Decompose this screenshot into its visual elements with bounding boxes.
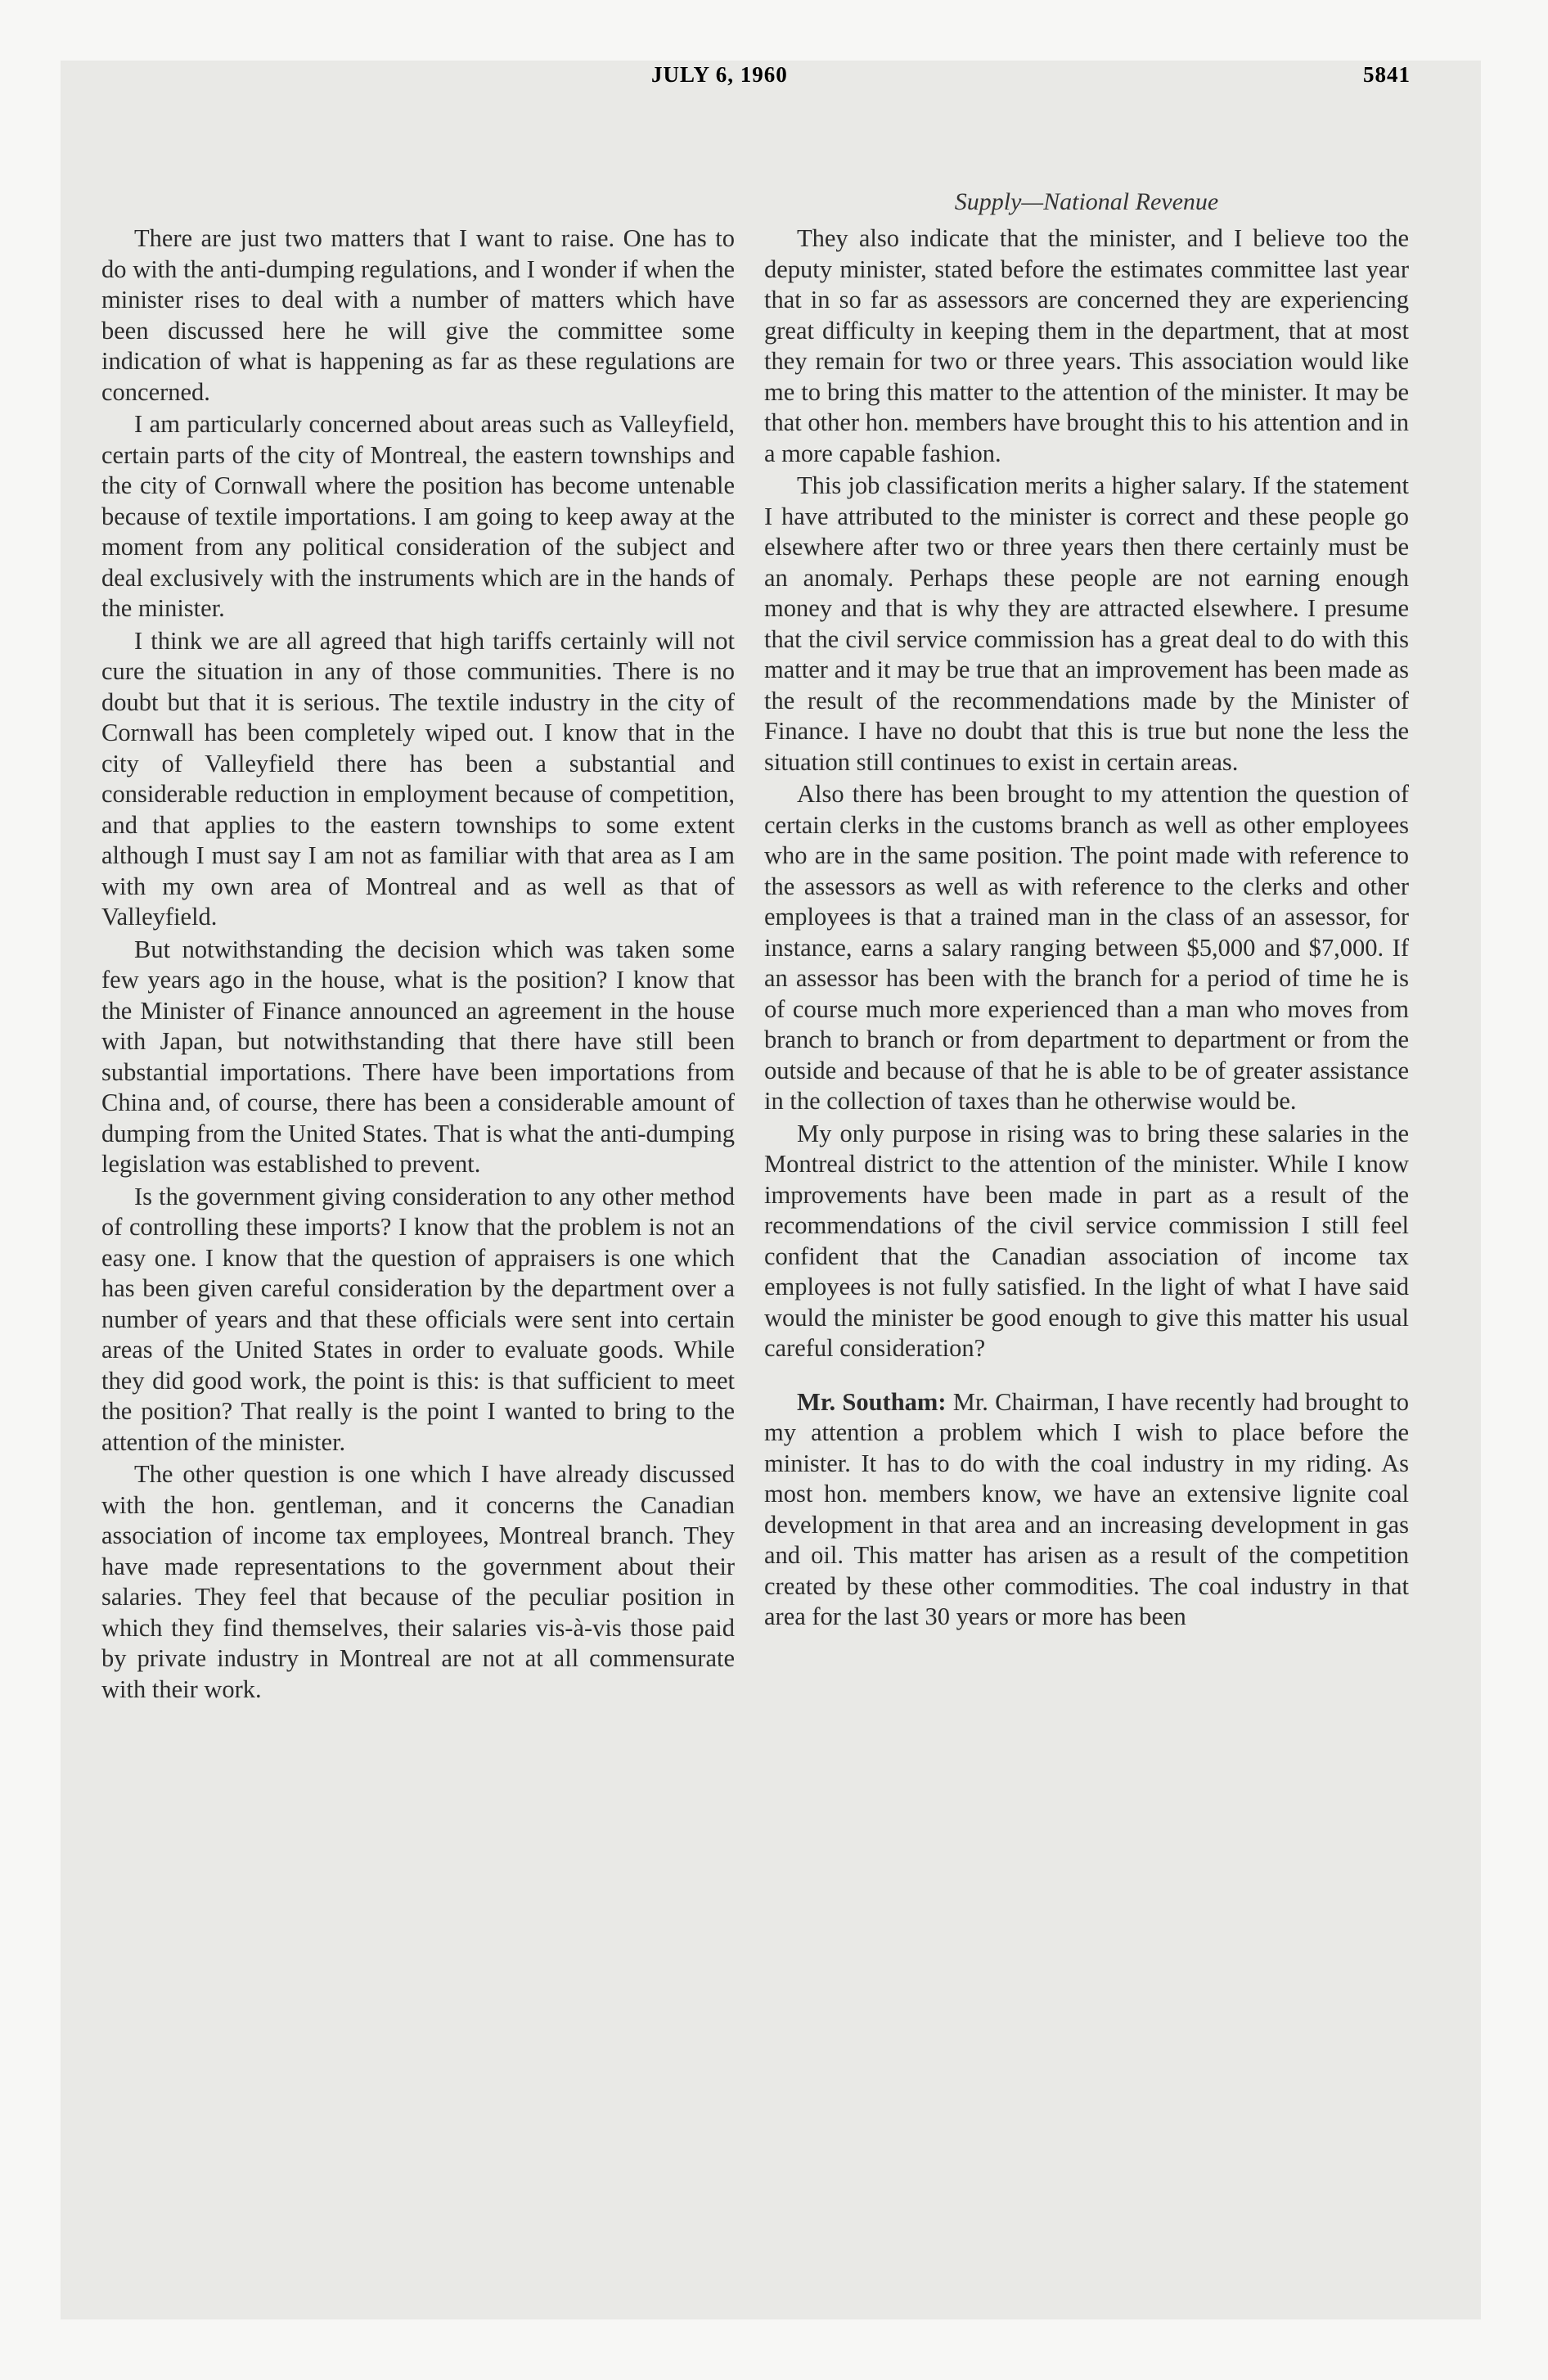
speaker-name: Mr. Southam: [797,1387,947,1416]
right-column [764,223,1409,1634]
paragraph: I think we are all agreed that high tariffs certainly will not cure the situation in any of those communities. There is no doubt but that it is serious. The textile industry in the city of Cornwall has been completely wiped out. I know that in the city of Valleyfield there has been a substantial and considerable reduction in employment because of competition, and that applies to the eastern townships to some extent although I must say I am not as familiar with that area as I am with my own area of Montreal and as well as that of Valleyfield. [101,626,735,931]
paragraph: My only purpose in rising was to bring these salaries in the Montreal district to the attention of the minister. While I know improvements have been made in part as a result of the recommendations of the civil service commission I still feel confident that the Canadian association of income tax employees is not fully satisfied. In the light of what I have said would the minister be good enough to give this matter his usual careful consideration? [764,1119,1409,1362]
paragraph: There are just two matters that I want to raise. One has to do with the anti-dumping regulations, and I wonder if when the minister rises to deal with a number of matters which have been discussed here he will give the committee some indication of what is happening as far as these regulations are concerned. [101,224,735,406]
paragraph: The other question is one which I have already discussed with the hon. gentleman, and it concerns the Canadian association of income tax employees, Montreal branch. They have made representations to the government about their salaries. They feel that because of the peculiar position in which they find themselves, their salaries vis-à-vis those paid by private industry in Montreal are not at all commensurate with their work. [101,1460,735,1703]
page-number: 5841 [1363,62,1411,87]
paragraph: I am particularly concerned about areas such as Valleyfield, certain parts of the city of Montreal, the eastern townships and the city of Cornwall where the position has become untenable because of textile importations. I am going to keep away at the moment from any political consideration of the subject and deal exclusively with the instruments which are in the hands of the minister. [101,410,735,622]
paragraph: But notwithstanding the decision which was taken some few years ago in the house, what is the position? I know that the Minister of Finance announced an agreement in the house with Japan, but notwithstanding that there have still been substantial importations. There have been importations from China and, of course, there has been a considerable amount of dumping from the United States. That is what the anti-dumping legislation was established to prevent. [101,935,735,1178]
page-subject-heading: Supply—National Revenue [954,188,1219,215]
paragraph: This job classification merits a higher salary. If the statement I have attributed to the minister is correct and these people go elsewhere after two or three years then there certainly must be an anomaly. Perhaps these people are not earning enough money and that is why they are attracted elsewhere. I presume that the civil service commission has a great deal to do with this matter and it may be true that an improvement has been made as the result of the recommendations made by the Minister of Finance. I have no doubt that this is true but none the less the situation still continues to exist in certain areas. [764,471,1409,776]
paragraph: Is the government giving consideration to any other method of controlling these imports? I know that the problem is not an easy one. I know that the question of appraisers is one which has been given careful consideration by the department over a number of years and that these officials were sent into certain areas of the United States in order to evaluate goods. While they did good work, the point is this: is that sufficient to meet the position? That really is the point I wanted to bring to the attention of the minister. [101,1182,735,1456]
left-column [101,223,735,1706]
paragraph: Also there has been brought to my attention the question of certain clerks in the customs branch as well as other employees who are in the same position. The point made with reference to the assessors as well as with reference to the clerks and other employees is that a trained man in the class of an assessor, for instance, earns a salary ranging between $5,000 and $7,000. If an assessor has been with the branch for a period of time he is of course much more experienced than a man who moves from branch to branch or from department to department or from the outside and because of that he is able to be of greater assistance in the collection of taxes than he otherwise would be. [764,780,1409,1115]
speaker-paragraph [764,1387,1409,1633]
page-date: JULY 6, 1960 [651,62,788,87]
speaker-text: Mr. Chairman, I have recently had brought to my attention a problem which I wish to place before the minister. It has to do with the coal industry in my riding. As most hon. members know, we have an extensive lignite coal development in that area and an increasing development in gas and oil. This matter has arisen as a result of the competition created by these other commodities. The coal industry in that area for the last 30 years or more has been [764,1387,1409,1630]
paragraph: They also indicate that the minister, and I believe too the deputy minister, stated before the estimates committee last year that in so far as assessors are concerned they are experiencing great difficulty in keeping them in the department, that at most they remain for two or three years. This association would like me to bring this matter to the attention of the minister. It may be that other hon. members have brought this to his attention and in a more capable fashion. [764,224,1409,467]
